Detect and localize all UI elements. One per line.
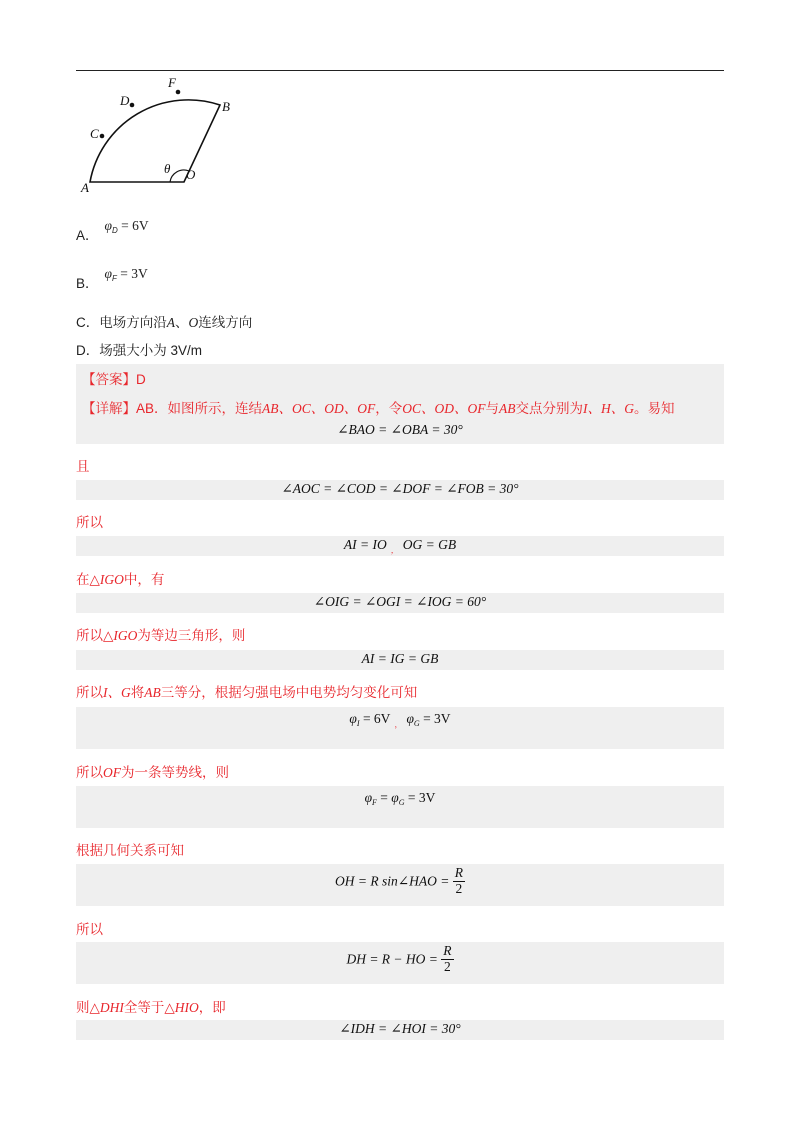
text-qie: 且: [76, 459, 90, 474]
option-a: A．$\varphi_D = 6V$: [76, 218, 149, 243]
equation-4: ∠OIG = ∠OGI = ∠IOG = 60°: [313, 594, 487, 609]
equation-5-band: [76, 650, 724, 670]
sector-diagram: [72, 72, 252, 197]
label-c: C: [90, 126, 99, 141]
equation-10: ∠IDH = ∠HOI = 30°: [339, 1021, 461, 1036]
text-sanfen: 所以I、G将AB三等分，根据匀强电场中电势均匀变化可知: [76, 685, 418, 700]
answer-label: 【答案】D: [82, 372, 146, 387]
equation-9: DH = R − HO = $\frac{R}{2}$: [346, 943, 452, 974]
label-f: F: [168, 75, 176, 90]
equation-8-band: [76, 864, 724, 906]
equation-7: $\varphi_F = \varphi_G = 3V$: [364, 790, 436, 807]
option-d: D．场强大小为 3V/m: [76, 343, 203, 358]
equation-5: AI = IG = GB: [361, 651, 439, 666]
option-c: C．电场方向沿A、O连线方向: [76, 315, 253, 330]
label-theta: θ: [164, 161, 171, 176]
equation-2-band: [76, 480, 724, 500]
point-c: [100, 134, 105, 139]
equation-9-band: [76, 942, 724, 984]
text-jihe: 根据几何关系可知: [76, 843, 184, 858]
point-d: [130, 103, 135, 108]
equation-4-band: [76, 593, 724, 613]
equation-6: $\varphi_I = 6V$ $_,$ $\varphi_G = 3V$: [349, 711, 451, 729]
label-o: O: [186, 167, 196, 182]
text-dengbian: 所以△IGO为等边三角形，则: [76, 628, 246, 643]
detail-intro: 【详解】AB．如图所示，连结AB、OC、OD、OF，令OC、OD、OF与AB交点分别为I、H、G。易知: [82, 401, 675, 416]
equation-3-band: [76, 536, 724, 556]
point-f: [176, 90, 181, 95]
text-suoyi-1: 所以: [76, 515, 103, 530]
label-d: D: [120, 93, 130, 108]
text-dengshi: 所以OF为一条等势线，则: [76, 765, 229, 780]
equation-10-band: [76, 1020, 724, 1040]
label-b: B: [222, 99, 230, 114]
text-quandeng: 则△DHI全等于△HIO，即: [76, 1000, 226, 1015]
header-rule: [76, 70, 724, 71]
equation-8: OH = R sin∠HAO = $\frac{R}{2}$: [335, 865, 463, 896]
equation-3: AI = IO $_,$ OG = GB: [343, 537, 457, 555]
equation-2: ∠AOC = ∠COD = ∠DOF = ∠FOB = 30°: [281, 481, 519, 496]
sector-outline: [90, 100, 220, 182]
option-b: B．$\varphi_F = 3V$: [76, 266, 148, 291]
answer-detail-block: [76, 364, 724, 444]
equation-6-band: [76, 707, 724, 749]
equation-7-band: [76, 786, 724, 828]
label-a: A: [81, 180, 89, 195]
equation-1: ∠BAO = ∠OBA = 30°: [337, 422, 463, 437]
text-zai: 在△IGO中，有: [76, 572, 165, 587]
text-suoyi-2: 所以: [76, 922, 103, 937]
